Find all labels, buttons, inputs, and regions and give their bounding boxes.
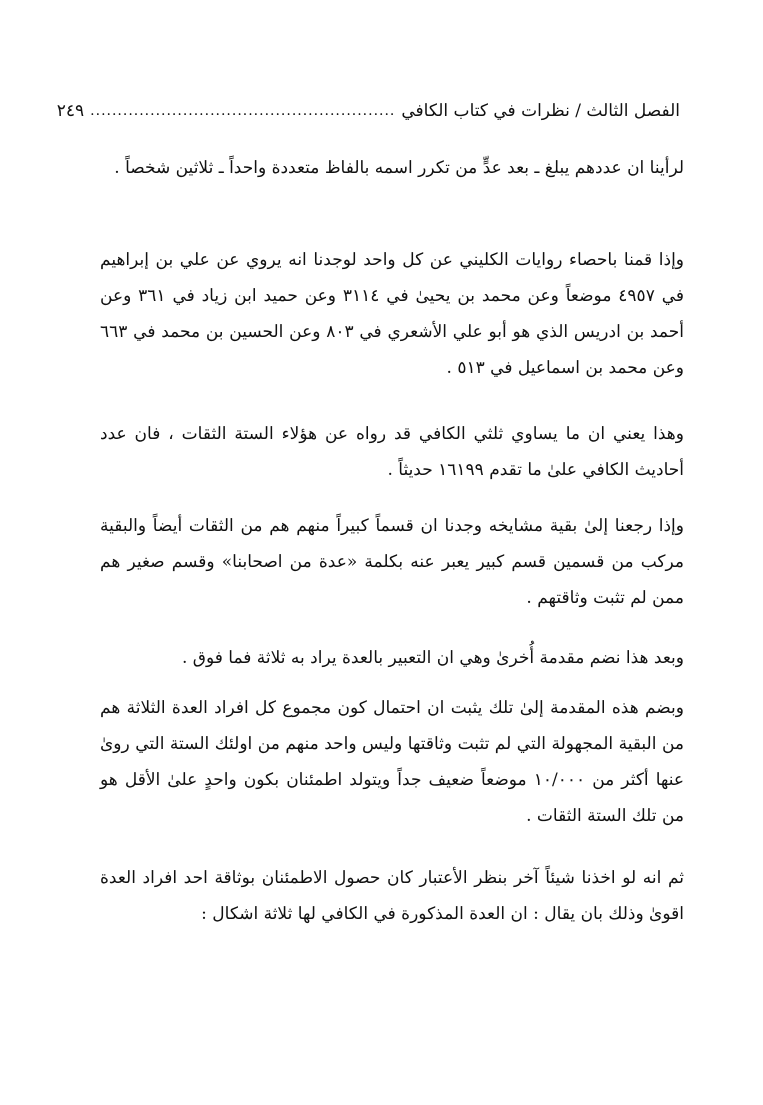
paragraph: وهذا يعني ان ما يساوي ثلثي الكافي قد رواه عن هؤلاء الستة الثقات ، فان عدد أحاديث الكافي علىٰ ما تقدم ١٦١٩٩ حديثاً . [100, 424, 684, 480]
running-header [56, 96, 680, 126]
paragraph: وبعد هذا نضم مقدمة أُخرىٰ وهي ان التعبير بالعدة يراد به ثلاثة فما فوق . [181, 648, 684, 668]
paragraph: لرأينا ان عددهم يبلغ ـ بعد عدٍّ من تكرر اسمه بالفاظ متعددة واحداً ـ ثلاثين شخصاً . [114, 158, 684, 178]
paragraph: وإذا رجعنا إلىٰ بقية مشايخه وجدنا ان قسماً كبيراً منهم هم من الثقات أيضاً والبقية مركب من قسمين قسم كبير يعبر عنه بكلمة «عدة من اصحابنا» وقسم صغير هم ممن لم تثبت وثاقتهم . [100, 516, 684, 608]
page-number: ٢٤٩ [56, 101, 85, 121]
chapter-title: الفصل الثالث / نظرات في كتاب الكافي [401, 101, 680, 121]
dot-leader: ........................................................ [90, 103, 396, 119]
paragraph: ثم انه لو اخذنا شيئاً آخر بنظر الأعتبار كان حصول الاطمئنان بوثاقة احد افراد العدة اقوىٰ وذلك بان يقال : ان العدة المذكورة في الكافي لها ثلاثة اشكال : [100, 868, 685, 924]
paragraph: وإذا قمنا باحصاء روايات الكليني عن كل واحد لوجدنا انه يروي عن علي بن إبراهيم في ٤٩٥٧ موضعاً وعن محمد بن يحيىٰ في ٣١١٤ وعن حميد ابن زياد في ٣٦١ وعن أحمد بن ادريس الذي هو أبو علي الأشعري في ٨٠٣ وعن الحسين بن محمد في ٦٦٣ وعن محمد بن اسماعيل في ٥١٣ . [100, 250, 684, 378]
paragraph: وبضم هذه المقدمة إلىٰ تلك يثبت ان احتمال كون مجموع كل افراد العدة الثلاثة هم من البقية المجهولة التي لم تثبت وثاقتها وليس واحد منهم من اولئك الستة التي روىٰ عنها أكثر من ١٠/٠٠٠ موضعاً ضعيف جداً ويتولد اطمئنان بكون واحدٍ علىٰ الأقل هو من تلك الستة الثقات . [100, 698, 684, 826]
